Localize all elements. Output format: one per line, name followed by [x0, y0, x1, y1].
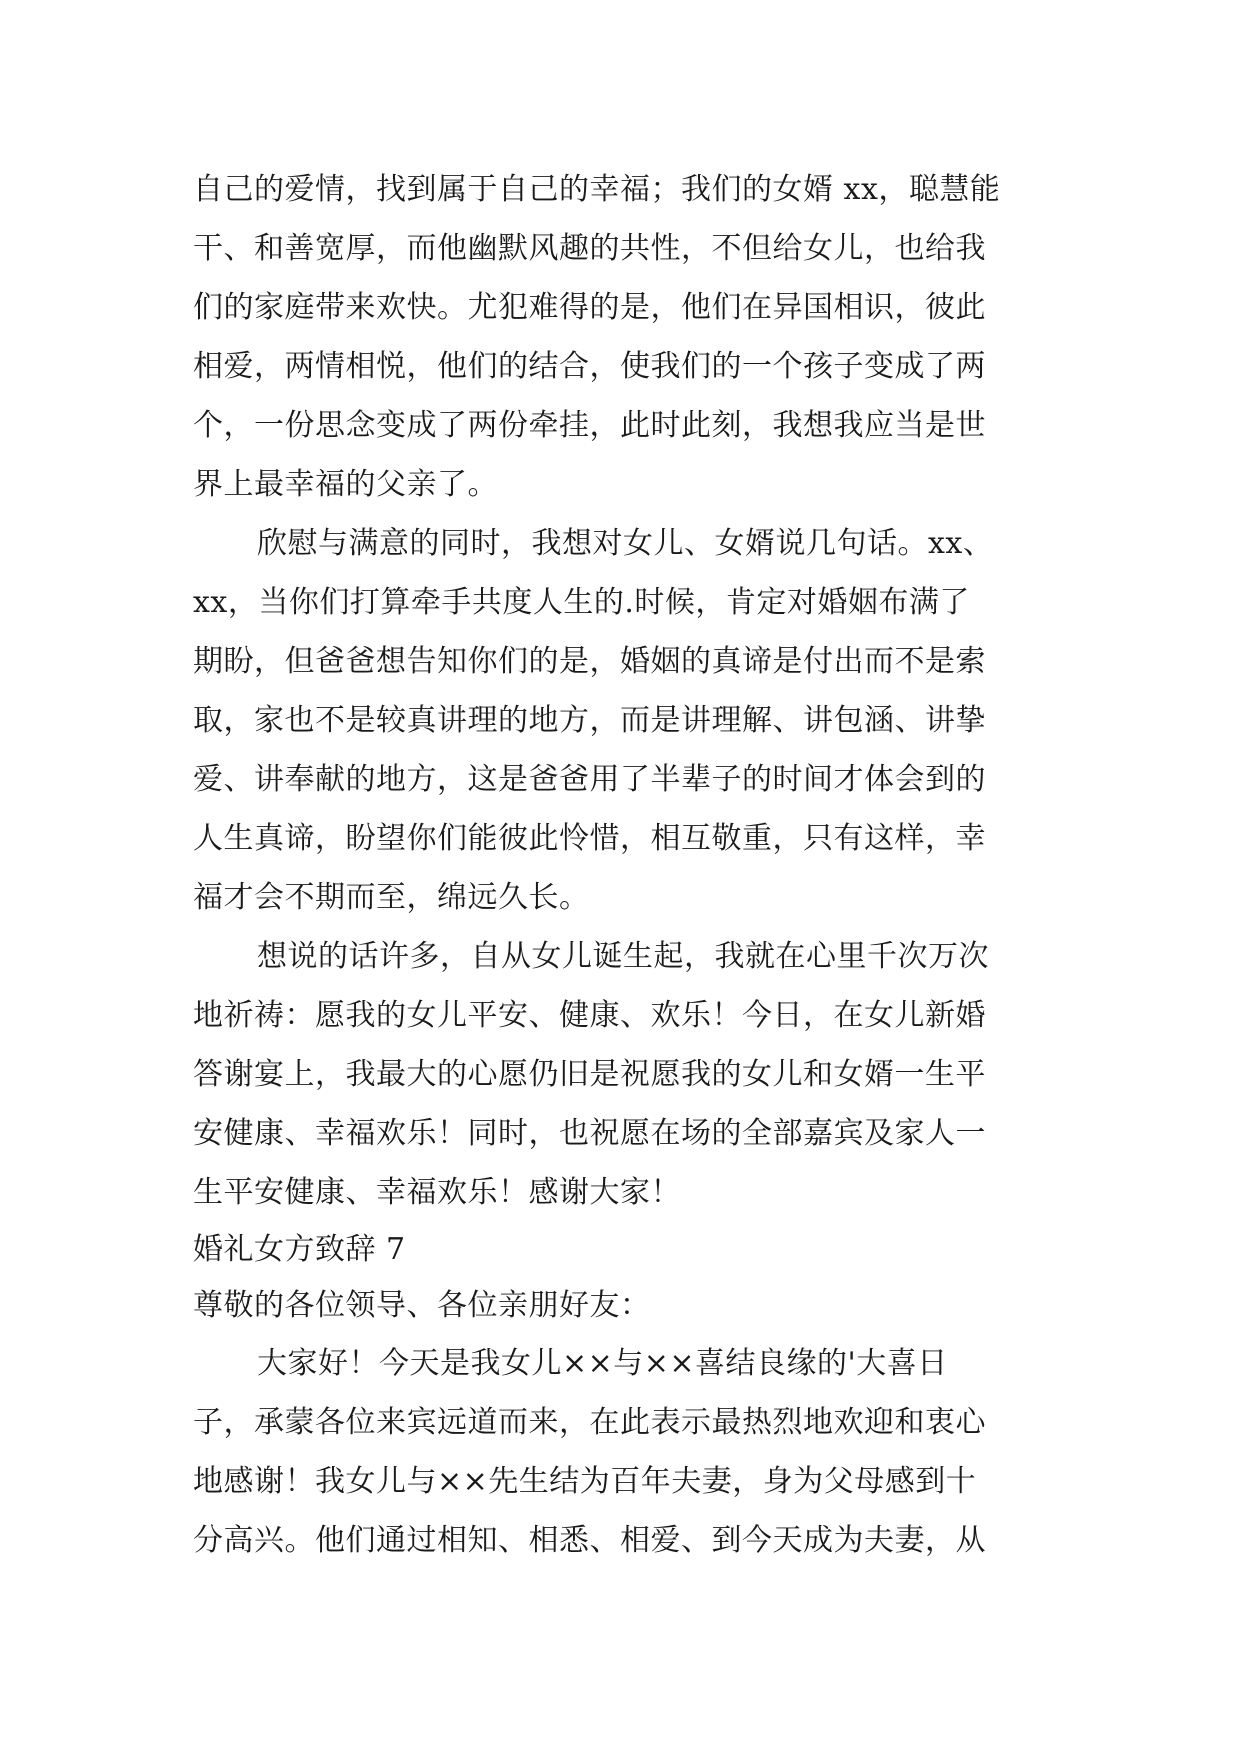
salutation: 尊敬的各位领导、各位亲朋好友：	[193, 1288, 651, 1323]
text-line: 取，家也不是较真讲理的地方，而是讲理解、讲包涵、讲挚	[193, 703, 986, 738]
text-line: 大家好！今天是我女儿××与××喜结良缘的'大喜日	[257, 1346, 948, 1381]
text-line: 分高兴。他们通过相知、相悉、相爱、到今天成为夫妻，从	[193, 1523, 986, 1558]
text-line: 个，一份思念变成了两份牵挂，此时此刻，我想我应当是世	[193, 408, 986, 443]
text-line: 们的家庭带来欢快。尤犯难得的是，他们在异国相识，彼此	[193, 290, 986, 325]
text-line: 自己的爱情，找到属于自己的幸福；我们的女婿 xx，聪慧能	[193, 172, 1001, 207]
text-line: 爱、讲奉献的地方，这是爸爸用了半辈子的时间才体会到的	[193, 762, 986, 797]
text-line: xx，当你们打算牵手共度人生的.时候，肯定对婚姻布满了	[193, 585, 970, 620]
text-line: 福才会不期而至，绵远久长。	[193, 880, 590, 915]
text-line: 欣慰与满意的同时，我想对女儿、女婿说几句话。xx、	[257, 526, 994, 561]
paragraph-advice-to-couple	[193, 514, 1063, 927]
text-line: 地感谢！我女儿与××先生结为百年夫妻，身为父母感到十	[193, 1464, 977, 1499]
document-body	[193, 160, 1063, 1570]
text-line: 地祈祷：愿我的女儿平安、健康、欢乐！今日，在女儿新婚	[193, 998, 986, 1033]
text-line: 干、和善宽厚，而他幽默风趣的共性，不但给女儿，也给我	[193, 231, 986, 266]
text-line: 安健康、幸福欢乐！同时，也祝愿在场的全部嘉宾及家人一	[193, 1116, 986, 1151]
paragraph-father-happiness	[193, 160, 1063, 514]
text-line: 子，承蒙各位来宾远道而来，在此表示最热烈地欢迎和衷心	[193, 1405, 986, 1440]
text-line: 生平安健康、幸福欢乐！感谢大家！	[193, 1175, 681, 1210]
text-line: 答谢宴上，我最大的心愿仍旧是祝愿我的女儿和女婿一生平	[193, 1057, 986, 1092]
paragraph-blessings	[193, 927, 1063, 1222]
section-heading: 婚礼女方致辞 7	[193, 1232, 406, 1267]
text-line: 相爱，两情相悦，他们的结合，使我们的一个孩子变成了两	[193, 349, 986, 384]
text-line: 人生真谛，盼望你们能彼此怜惜，相互敬重，只有这样，幸	[193, 821, 986, 856]
paragraph-welcome	[193, 1334, 1063, 1570]
text-line: 期盼，但爸爸想告知你们的是，婚姻的真谛是付出而不是索	[193, 644, 986, 679]
text-line: 界上最幸福的父亲了。	[193, 467, 498, 502]
text-line: 想说的话许多，自从女儿诞生起，我就在心里千次万次	[257, 939, 989, 974]
